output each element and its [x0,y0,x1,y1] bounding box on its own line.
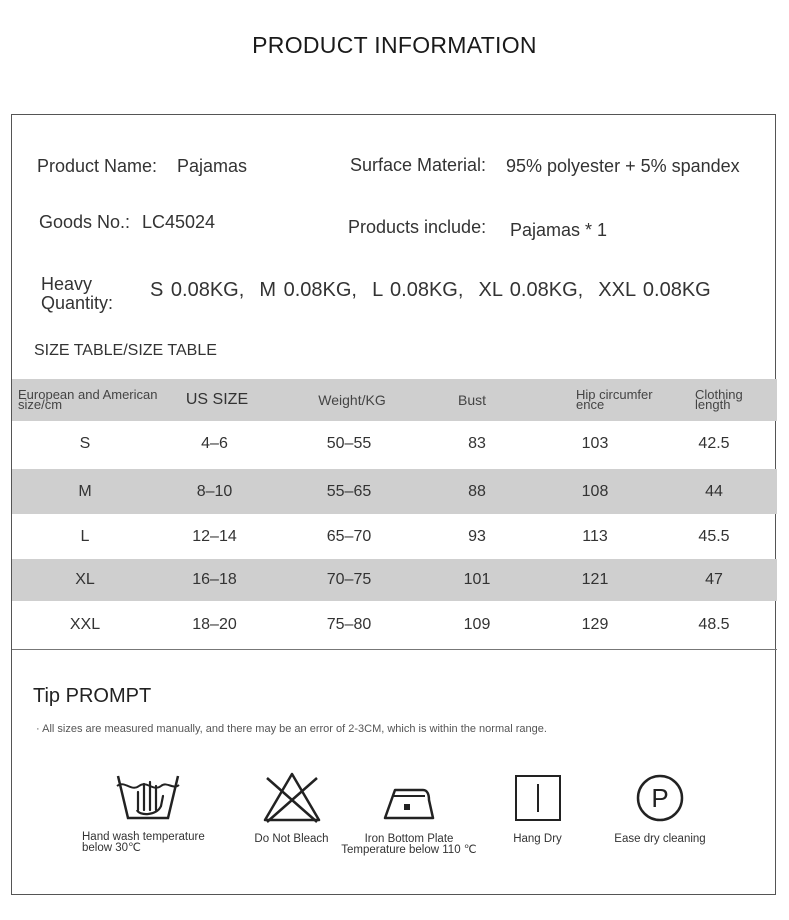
size-table-header [12,379,777,421]
dry-clean-icon [634,770,686,826]
cell-us: 8–10 [196,482,233,500]
hand-wash-label-line1: Hand wash temperature [82,831,205,843]
iron-label-line2: Temperature below 110 ℃ [341,844,477,856]
iron-label-line1: Iron Bottom Plate [364,833,454,845]
header-hip: Hip circumference [576,387,653,412]
cell-bust: 101 [463,571,491,588]
cell-weight: 50–55 [326,434,372,452]
care-dry-clean [605,770,715,845]
cell-us: 12–14 [192,527,237,545]
table-row [12,514,777,559]
iron-icon [379,770,439,826]
product-name-value: Pajamas [177,156,248,176]
cell-hip: 129 [581,616,609,633]
header-us-size: US SIZE [185,391,249,408]
hang-dry-icon [513,770,563,826]
cell-size: L [80,527,90,545]
header-bust: Bust [457,392,486,408]
cell-hip: 121 [581,571,609,588]
table-row [12,601,777,649]
surface-material-label: Surface Material: [350,155,487,175]
cell-length: 48.5 [698,616,730,633]
cell-size: M [78,482,92,500]
cell-length: 42.5 [698,434,730,452]
tip-note: · All sizes are measured manually, and there may be an error of 2-3CM, which is within the normal range. [36,723,547,735]
heavy-quantity-label-line1: Heavy [41,274,93,294]
products-include-value: Pajamas * 1 [510,220,608,240]
cell-size: S [79,434,91,452]
tip-title: Tip PROMPT [33,685,152,707]
no-bleach-icon [261,770,323,826]
table-row [12,469,777,514]
size-table-caption: SIZE TABLE/SIZE TABLE [34,342,217,359]
header-weight: Weight/KG [318,392,386,408]
cell-hip: 108 [581,482,609,500]
cell-weight: 65–70 [326,527,372,545]
surface-material-value: 95% polyester + 5% spandex [506,156,740,176]
cell-length: 47 [705,571,723,588]
heavy-quantity-label-line2: Quantity: [41,293,114,313]
cell-bust: 93 [468,527,486,545]
cell-hip: 113 [582,527,608,545]
product-name-label: Product Name: [37,156,158,176]
dry-clean-label: Ease dry cleaning [614,833,706,845]
cell-size: XXL [69,616,101,633]
goods-no-value: LC45024 [142,212,216,232]
cell-length: 45.5 [698,527,730,545]
table-row [12,559,777,601]
no-bleach-label: Do Not Bleach [254,833,329,845]
cell-bust: 83 [468,434,486,452]
cell-bust: 88 [468,482,486,500]
goods-no-label: Goods No.: [39,212,131,232]
heavy-quantity-value: S 0.08KG, M 0.08KG, L 0.08KG, XL 0.08KG, XXL 0.08KG [150,279,711,301]
care-no-bleach [234,770,349,845]
page-title: PRODUCT INFORMATION [252,32,537,58]
care-hand-wash [78,770,218,854]
cell-us: 4–6 [201,434,228,452]
products-include-label: Products include: [348,217,487,237]
hand-wash-label-line2: below 30℃ [82,842,141,854]
cell-length: 44 [705,482,723,500]
cell-us: 18–20 [192,616,237,633]
cell-bust: 109 [463,616,491,633]
heavy-quantity-label [41,275,113,313]
cell-weight: 70–75 [326,571,372,588]
cell-size: XL [75,571,95,588]
cell-weight: 75–80 [326,616,372,633]
header-length: Clothing length [695,387,743,412]
cell-us: 16–18 [192,571,237,588]
cell-hip: 103 [581,434,609,452]
care-iron [335,770,483,856]
hand-wash-icon [115,770,181,824]
hand-wash-label [78,832,218,854]
dry-clean-symbol: P [651,783,669,813]
cell-weight: 55–65 [326,482,372,500]
size-table [12,379,777,649]
hang-dry-label: Hang Dry [513,833,562,845]
care-hang-dry [500,770,575,845]
iron-label [335,834,483,856]
divider [12,649,777,650]
table-row [12,421,777,466]
header-eu-size: European and American size/cm [18,387,158,412]
